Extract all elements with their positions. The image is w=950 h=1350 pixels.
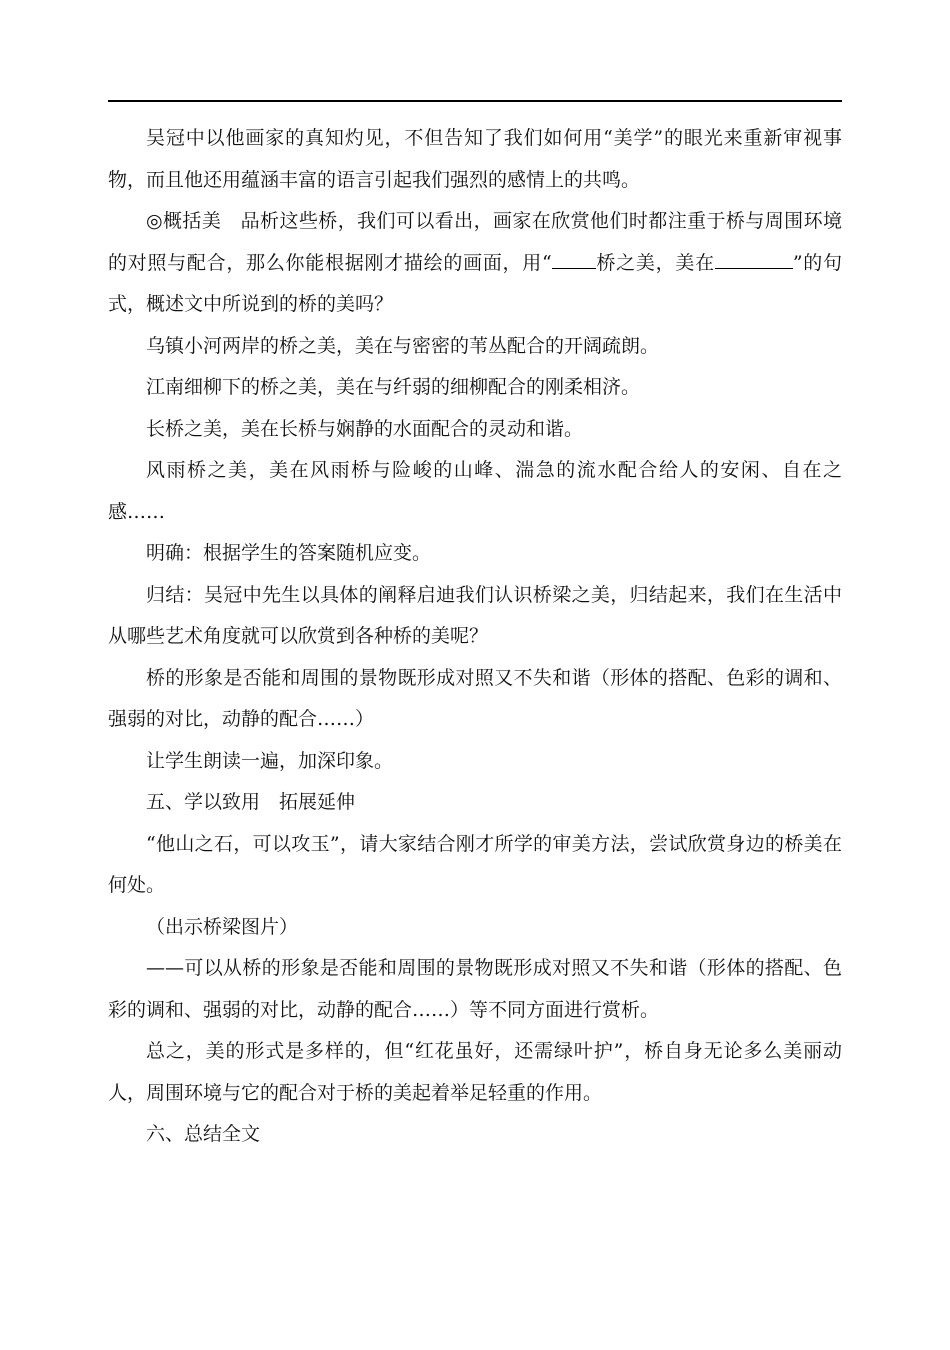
document-body (108, 118, 842, 1156)
paragraph-jiangnan-bridge: 江南细柳下的桥之美，美在与纤弱的细柳配合的刚柔相济。 (146, 376, 641, 398)
question-text-middle: 桥之美，美在 (595, 251, 715, 274)
paragraph-wuzhen-bridge: 乌镇小河两岸的桥之美，美在与密密的苇丛配合的开阔疏朗。 (146, 334, 660, 357)
question-text-start: ◎概括美 品析这些桥，我们可以看出，画家在欣赏他们时都注重于桥与周围环境的对照与配合，那么你能根据刚才描绘的画面，用“ (108, 210, 842, 274)
paragraph-bridge-image-criteria: 桥的形象是否能和周围的景物既形成对照又不失和谐（形体的搭配、色彩的调和、强弱的对比，动静的配合……） (108, 666, 842, 730)
section-heading-application: 五、学以致用 拓展延伸 (146, 791, 356, 813)
header-rule (108, 100, 842, 102)
paragraph-summary-question (108, 201, 842, 326)
paragraph-analysis-hint: ——可以从桥的形象是否能和周围的景物既形成对照又不失和谐（形体的搭配、色彩的调和、强弱的对比，动静的配合……）等不同方面进行赏析。 (108, 957, 842, 1021)
question-text-end: ”的句式，概述文中所说到的桥的美吗？ (108, 251, 842, 315)
paragraph-read-aloud: 让学生朗读一遍，加深印象。 (146, 749, 394, 772)
paragraph-long-bridge: 长桥之美，美在长桥与娴静的水面配合的灵动和谐。 (146, 417, 584, 440)
paragraph-application-task: “他山之石，可以攻玉”，请大家结合刚才所学的审美方法，尝试欣赏身边的桥美在何处。 (108, 832, 842, 896)
paragraph-conclusion-question: 归结：吴冠中先生以具体的阐释启迪我们认识桥梁之美，归结起来，我们在生活中从哪些艺术角度就可以欣赏到各种桥的美呢？ (108, 583, 842, 647)
section-heading-summary: 六、总结全文 (146, 1123, 261, 1145)
paragraph-show-pictures: （出示桥梁图片） (146, 915, 299, 938)
paragraph-clarification: 明确：根据学生的答案随机应变。 (146, 542, 432, 564)
paragraph-intro-summary: 吴冠中以他画家的真知灼见，不但告知了我们如何用“美学”的眼光来重新审视事物，而且他还用蕴涵丰富的语言引起我们强烈的感情上的共鸣。 (108, 127, 842, 191)
fill-blank-beauty (715, 246, 793, 269)
fill-blank-bridge (552, 246, 596, 269)
paragraph-wind-rain-bridge: 风雨桥之美，美在风雨桥与险峻的山峰、湍急的流水配合给人的安闲、自在之感…… (108, 459, 842, 523)
paragraph-final-conclusion: 总之，美的形式是多样的，但“红花虽好，还需绿叶护”，桥自身无论多么美丽动人，周围环境与它的配合对于桥的美起着举足轻重的作用。 (108, 1040, 842, 1104)
